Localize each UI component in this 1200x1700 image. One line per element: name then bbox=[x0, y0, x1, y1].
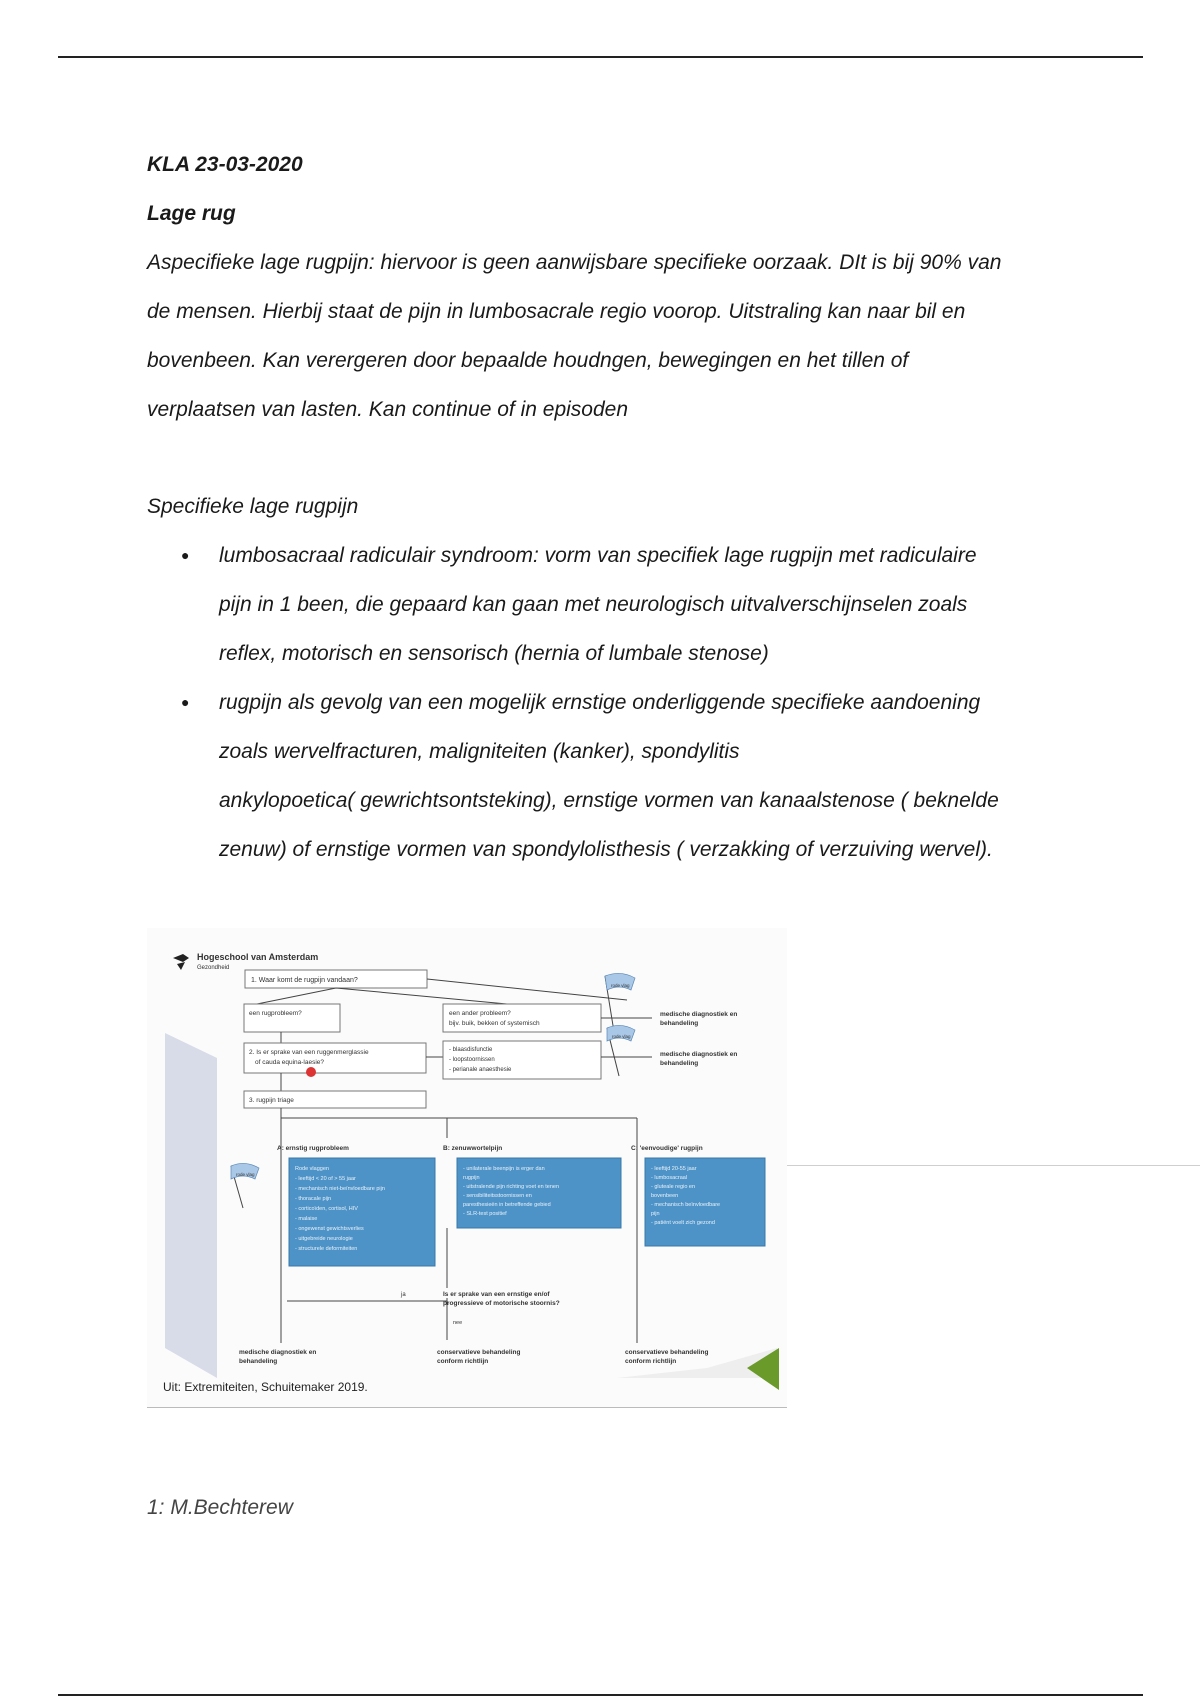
logo-title: Hogeschool van Amsterdam bbox=[197, 952, 319, 962]
box-c-line: pijn bbox=[651, 1211, 660, 1217]
rugprobleem-label: een rugprobleem? bbox=[249, 1010, 302, 1017]
box-a-line: - structurele deformiteiten bbox=[295, 1246, 358, 1252]
red-flag-icon bbox=[607, 1025, 635, 1076]
box-c-line: - lumbosacraal bbox=[651, 1175, 688, 1181]
flag-text: rode vlag bbox=[612, 1034, 631, 1039]
outcome-c-line1: conservatieve behandeling bbox=[625, 1349, 709, 1356]
intro-line: verplaatsen van lasten. Kan continue of in episoden bbox=[147, 398, 629, 421]
outcome-a-line1: medische diagnostiek en bbox=[239, 1349, 317, 1356]
box-a-line: - uitgebreide neurologie bbox=[295, 1236, 353, 1242]
connector bbox=[281, 1108, 637, 1138]
medisch-1a: medische diagnostiek en bbox=[660, 1011, 738, 1018]
box-a-line: Rode vlaggen bbox=[295, 1166, 329, 1172]
header-rule bbox=[58, 56, 1143, 58]
step2-box bbox=[244, 1043, 426, 1073]
document-body bbox=[147, 140, 1067, 874]
bullet-line: ● lumbosacraal radiculair syndroom: vorm van specifiek lage rugpijn met radiculaire bbox=[219, 544, 977, 567]
flag-text: rode vlag bbox=[611, 983, 630, 988]
date-heading: KLA 23-03-2020 bbox=[147, 153, 303, 176]
box-c-line: bovenbeen bbox=[651, 1193, 679, 1199]
subheading: Specifieke lage rugpijn bbox=[147, 495, 359, 518]
ja-label: ja bbox=[401, 1292, 406, 1298]
box-b-line: - sensibiliteitsstoornissen en bbox=[463, 1193, 532, 1199]
bullet-item bbox=[147, 531, 1067, 678]
box-b-line: - uitstralende pijn richting voet en tenen bbox=[463, 1184, 560, 1190]
box-b-line: - SLR-test positief bbox=[463, 1211, 507, 1217]
flag-text: rode vlag bbox=[236, 1172, 255, 1177]
bullet-list bbox=[147, 531, 1067, 874]
logo-subtitle: Gezondheid bbox=[197, 965, 230, 971]
ander-probleem-sub: bijv. buik, bekken of systemisch bbox=[449, 1020, 540, 1027]
medisch-1b: behandeling bbox=[660, 1020, 699, 1027]
box-b-line: - unilaterale beenpijn is erger dan bbox=[463, 1166, 545, 1172]
step2-line1: 2. Is er sprake van een ruggenmerglassie bbox=[249, 1049, 369, 1056]
box-a-line: - mechanisch niet-beïnvloedbare pijn bbox=[295, 1186, 385, 1192]
bullet-line: zoals wervelfracturen, maligniteiten (kanker), spondylitis bbox=[219, 740, 740, 763]
question-line2: progressieve of motorische stoornis? bbox=[443, 1300, 560, 1307]
bullet-line: zenuw) of ernstige vormen van spondylolisthesis ( verzakking of verzuiving wervel). bbox=[219, 838, 993, 861]
intro-line: bovenbeen. Kan verergeren door bepaalde houdngen, bewegingen en het tillen of bbox=[147, 349, 909, 372]
outcome-b-line2: conform richtlijn bbox=[437, 1358, 489, 1365]
bullet-line: ankylopoetica( gewrichtsontsteking), ernstige vormen van kanaalstenose ( beknelde bbox=[219, 789, 999, 812]
symptom-item: - blaasdisfunctie bbox=[449, 1047, 493, 1053]
intro-paragraph bbox=[147, 238, 1067, 434]
rugprobleem-box bbox=[244, 1004, 340, 1032]
box-c-line: - patiënt voelt zich gezond bbox=[651, 1220, 715, 1226]
category-b-label: B: zenuwwortelpijn bbox=[443, 1145, 503, 1152]
ander-probleem-box bbox=[443, 1004, 601, 1032]
figure-caption: Uit: Extremiteiten, Schuitemaker 2019. bbox=[163, 1380, 368, 1394]
step1-label: 1. Waar komt de rugpijn vandaan? bbox=[251, 977, 358, 984]
question-line1: Is er sprake van een ernstige en/of bbox=[443, 1291, 550, 1298]
symptom-item: - loopstoornissen bbox=[449, 1057, 495, 1063]
footnote: 1: M.Bechterew bbox=[147, 1496, 293, 1519]
symptom-item: - perianale anaesthesie bbox=[449, 1067, 512, 1073]
category-a-label: A: ernstig rugprobleem bbox=[277, 1145, 349, 1152]
box-a-line: - corticoïden, cortisol, HIV bbox=[295, 1206, 358, 1212]
logo bbox=[173, 952, 318, 971]
box-a-line: - ongewenst gewichtsverlies bbox=[295, 1226, 364, 1232]
box-b-line: rugpijn bbox=[463, 1175, 480, 1181]
outcome-b-line1: conservatieve behandeling bbox=[437, 1349, 521, 1356]
medisch-2a: medische diagnostiek en bbox=[660, 1051, 738, 1058]
box-a-line: - malaise bbox=[295, 1216, 318, 1222]
footer-rule bbox=[58, 1694, 1143, 1696]
box-c-line: - leeftijd 20-55 jaar bbox=[651, 1166, 697, 1172]
box-b-line: paresthesieën in betreffende gebied bbox=[463, 1202, 551, 1208]
divider-line bbox=[787, 1165, 1200, 1166]
bullet-line: pijn in 1 been, die gepaard kan gaan met neurologisch uitvalverschijnselen zoals bbox=[219, 593, 968, 616]
step2-line2: of cauda equina-laesie? bbox=[255, 1059, 325, 1066]
box-a-line: - leeftijd < 20 of > 55 jaar bbox=[295, 1176, 356, 1182]
cursor-dot bbox=[306, 1067, 316, 1077]
bullet-line: reflex, motorisch en sensorisch (hernia of lumbale stenose) bbox=[219, 642, 769, 665]
ander-probleem-label: een ander probleem? bbox=[449, 1010, 511, 1017]
intro-line: Aspecifieke lage rugpijn: hiervoor is geen aanwijsbare specifieke oorzaak. DIt is bij 90% van bbox=[147, 251, 1002, 274]
flowchart-figure bbox=[147, 928, 787, 1408]
bullet-line: ● rugpijn als gevolg van een mogelijk ernstige onderliggende specifieke aandoening bbox=[219, 691, 981, 714]
nee-label: nee bbox=[453, 1320, 463, 1326]
red-flag-icon bbox=[231, 1163, 259, 1208]
step3-label: 3. rugpijn triage bbox=[249, 1097, 294, 1104]
outcome-a-line2: behandeling bbox=[239, 1358, 278, 1365]
box-c-line: - mechanisch beïnvloedbare bbox=[651, 1202, 721, 1208]
flowchart-diagram bbox=[147, 928, 787, 1408]
intro-line: de mensen. Hierbij staat de pijn in lumbosacrale regio voorop. Uitstraling kan naar bil en bbox=[147, 300, 966, 323]
topic-heading: Lage rug bbox=[147, 202, 236, 225]
box-c-line: - gluteale regio en bbox=[651, 1184, 696, 1190]
medisch-2b: behandeling bbox=[660, 1060, 699, 1067]
category-c-label: C: 'eenvoudige' rugpijn bbox=[631, 1145, 703, 1152]
decor-shape bbox=[165, 1033, 217, 1378]
outcome-c-line2: conform richtlijn bbox=[625, 1358, 677, 1365]
box-a-line: - thoracale pijn bbox=[295, 1196, 332, 1202]
logo-icon bbox=[173, 954, 189, 970]
bullet-item bbox=[147, 678, 1067, 874]
figure-rule bbox=[147, 1407, 787, 1408]
